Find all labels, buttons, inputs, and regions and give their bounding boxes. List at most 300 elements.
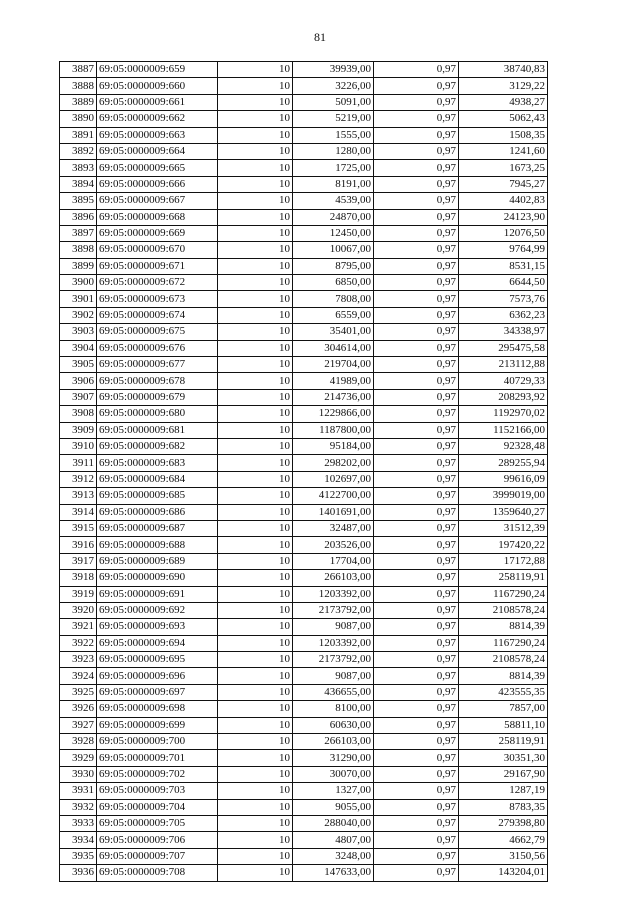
value-cell: 31512,39: [459, 520, 548, 536]
rate-cell: 10: [218, 209, 293, 225]
table-row: [60, 307, 548, 323]
cadastral-number-cell: 69:05:0000009:701: [97, 750, 218, 766]
row-number-cell: 3888: [60, 78, 97, 94]
area-cell: 60630,00: [293, 717, 374, 733]
cadastral-number-cell: 69:05:0000009:706: [97, 832, 218, 848]
rate-cell: 10: [218, 143, 293, 159]
value-cell: 1192970,02: [459, 406, 548, 422]
value-cell: 24123,90: [459, 209, 548, 225]
rate-cell: 10: [218, 799, 293, 815]
row-number-cell: 3935: [60, 848, 97, 864]
row-number-cell: 3898: [60, 242, 97, 258]
value-cell: 1241,60: [459, 143, 548, 159]
rate-cell: 10: [218, 537, 293, 553]
row-number-cell: 3894: [60, 176, 97, 192]
table-row: [60, 291, 548, 307]
value-cell: 3999019,00: [459, 488, 548, 504]
value-cell: 7945,27: [459, 176, 548, 192]
rate-cell: 10: [218, 389, 293, 405]
value-cell: 3129,22: [459, 78, 548, 94]
value-cell: 99616,09: [459, 471, 548, 487]
table-row: [60, 652, 548, 668]
row-number-cell: 3890: [60, 111, 97, 127]
cadastral-number-cell: 69:05:0000009:683: [97, 455, 218, 471]
area-cell: 5091,00: [293, 94, 374, 110]
table-row: [60, 619, 548, 635]
table-row: [60, 78, 548, 94]
row-number-cell: 3933: [60, 815, 97, 831]
table-row: [60, 275, 548, 291]
row-number-cell: 3902: [60, 307, 97, 323]
table-row: [60, 815, 548, 831]
area-cell: 8191,00: [293, 176, 374, 192]
rate-cell: 10: [218, 684, 293, 700]
table-row: [60, 520, 548, 536]
value-cell: 143204,01: [459, 865, 548, 881]
cadastral-number-cell: 69:05:0000009:681: [97, 422, 218, 438]
value-cell: 7857,00: [459, 701, 548, 717]
value-cell: 34338,97: [459, 324, 548, 340]
area-cell: 147633,00: [293, 865, 374, 881]
table-row: [60, 94, 548, 110]
cadastral-number-cell: 69:05:0000009:674: [97, 307, 218, 323]
area-cell: 4807,00: [293, 832, 374, 848]
value-cell: 1673,25: [459, 160, 548, 176]
rate-cell: 10: [218, 766, 293, 782]
row-number-cell: 3903: [60, 324, 97, 340]
cadastral-number-cell: 69:05:0000009:696: [97, 668, 218, 684]
row-number-cell: 3921: [60, 619, 97, 635]
table-row: [60, 865, 548, 881]
value-cell: 30351,30: [459, 750, 548, 766]
value-cell: 38740,83: [459, 62, 548, 78]
coefficient-cell: 0,97: [374, 570, 459, 586]
rate-cell: 10: [218, 553, 293, 569]
coefficient-cell: 0,97: [374, 799, 459, 815]
value-cell: 1287,19: [459, 783, 548, 799]
coefficient-cell: 0,97: [374, 717, 459, 733]
rate-cell: 10: [218, 455, 293, 471]
cadastral-number-cell: 69:05:0000009:660: [97, 78, 218, 94]
coefficient-cell: 0,97: [374, 275, 459, 291]
cadastral-number-cell: 69:05:0000009:678: [97, 373, 218, 389]
cadastral-number-cell: 69:05:0000009:708: [97, 865, 218, 881]
area-cell: 8795,00: [293, 258, 374, 274]
value-cell: 423555,35: [459, 684, 548, 700]
value-cell: 12076,50: [459, 225, 548, 241]
cadastral-number-cell: 69:05:0000009:672: [97, 275, 218, 291]
table-row: [60, 258, 548, 274]
rate-cell: 10: [218, 750, 293, 766]
value-cell: 4662,79: [459, 832, 548, 848]
value-cell: 58811,10: [459, 717, 548, 733]
row-number-cell: 3892: [60, 143, 97, 159]
cadastral-number-cell: 69:05:0000009:695: [97, 652, 218, 668]
cadastral-number-cell: 69:05:0000009:707: [97, 848, 218, 864]
page-number: 81: [314, 30, 326, 44]
rate-cell: 10: [218, 668, 293, 684]
table-row: [60, 176, 548, 192]
area-cell: 1203392,00: [293, 635, 374, 651]
row-number-cell: 3900: [60, 275, 97, 291]
value-cell: 3150,56: [459, 848, 548, 864]
value-cell: 8531,15: [459, 258, 548, 274]
area-cell: 6850,00: [293, 275, 374, 291]
rate-cell: 10: [218, 422, 293, 438]
cadastral-number-cell: 69:05:0000009:700: [97, 734, 218, 750]
table-row: [60, 848, 548, 864]
table-row: [60, 783, 548, 799]
row-number-cell: 3911: [60, 455, 97, 471]
area-cell: 304614,00: [293, 340, 374, 356]
area-cell: 9055,00: [293, 799, 374, 815]
cadastral-number-cell: 69:05:0000009:687: [97, 520, 218, 536]
row-number-cell: 3936: [60, 865, 97, 881]
table-row: [60, 111, 548, 127]
coefficient-cell: 0,97: [374, 389, 459, 405]
cadastral-number-cell: 69:05:0000009:694: [97, 635, 218, 651]
coefficient-cell: 0,97: [374, 783, 459, 799]
value-cell: 258119,91: [459, 734, 548, 750]
coefficient-cell: 0,97: [374, 176, 459, 192]
table-row: [60, 570, 548, 586]
rate-cell: 10: [218, 652, 293, 668]
coefficient-cell: 0,97: [374, 602, 459, 618]
coefficient-cell: 0,97: [374, 357, 459, 373]
value-cell: 258119,91: [459, 570, 548, 586]
cadastral-number-cell: 69:05:0000009:670: [97, 242, 218, 258]
table-row: [60, 553, 548, 569]
row-number-cell: 3918: [60, 570, 97, 586]
data-table: [59, 61, 548, 882]
table-row: [60, 471, 548, 487]
row-number-cell: 3887: [60, 62, 97, 78]
area-cell: 32487,00: [293, 520, 374, 536]
area-cell: 7808,00: [293, 291, 374, 307]
area-cell: 31290,00: [293, 750, 374, 766]
cadastral-number-cell: 69:05:0000009:688: [97, 537, 218, 553]
row-number-cell: 3908: [60, 406, 97, 422]
rate-cell: 10: [218, 307, 293, 323]
rate-cell: 10: [218, 324, 293, 340]
rate-cell: 10: [218, 160, 293, 176]
value-cell: 4402,83: [459, 193, 548, 209]
table-row: [60, 635, 548, 651]
coefficient-cell: 0,97: [374, 701, 459, 717]
cadastral-number-cell: 69:05:0000009:699: [97, 717, 218, 733]
value-cell: 9764,99: [459, 242, 548, 258]
cadastral-number-cell: 69:05:0000009:667: [97, 193, 218, 209]
rate-cell: 10: [218, 94, 293, 110]
rate-cell: 10: [218, 438, 293, 454]
area-cell: 1203392,00: [293, 586, 374, 602]
rate-cell: 10: [218, 62, 293, 78]
table-row: [60, 684, 548, 700]
area-cell: 203526,00: [293, 537, 374, 553]
value-cell: 7573,76: [459, 291, 548, 307]
cadastral-number-cell: 69:05:0000009:676: [97, 340, 218, 356]
row-number-cell: 3901: [60, 291, 97, 307]
table-row: [60, 537, 548, 553]
coefficient-cell: 0,97: [374, 225, 459, 241]
table-row: [60, 602, 548, 618]
table-row: [60, 193, 548, 209]
coefficient-cell: 0,97: [374, 635, 459, 651]
cadastral-number-cell: 69:05:0000009:675: [97, 324, 218, 340]
cadastral-number-cell: 69:05:0000009:689: [97, 553, 218, 569]
coefficient-cell: 0,97: [374, 586, 459, 602]
cadastral-number-cell: 69:05:0000009:691: [97, 586, 218, 602]
coefficient-cell: 0,97: [374, 438, 459, 454]
area-cell: 41989,00: [293, 373, 374, 389]
rate-cell: 10: [218, 717, 293, 733]
coefficient-cell: 0,97: [374, 619, 459, 635]
rate-cell: 10: [218, 635, 293, 651]
rate-cell: 10: [218, 275, 293, 291]
coefficient-cell: 0,97: [374, 668, 459, 684]
coefficient-cell: 0,97: [374, 94, 459, 110]
area-cell: 39939,00: [293, 62, 374, 78]
row-number-cell: 3914: [60, 504, 97, 520]
cadastral-number-cell: 69:05:0000009:666: [97, 176, 218, 192]
value-cell: 4938,27: [459, 94, 548, 110]
coefficient-cell: 0,97: [374, 422, 459, 438]
cadastral-number-cell: 69:05:0000009:686: [97, 504, 218, 520]
table-row: [60, 340, 548, 356]
area-cell: 1327,00: [293, 783, 374, 799]
table-row: [60, 422, 548, 438]
row-number-cell: 3925: [60, 684, 97, 700]
row-number-cell: 3927: [60, 717, 97, 733]
cadastral-number-cell: 69:05:0000009:693: [97, 619, 218, 635]
rate-cell: 10: [218, 242, 293, 258]
value-cell: 295475,58: [459, 340, 548, 356]
coefficient-cell: 0,97: [374, 127, 459, 143]
value-cell: 197420,22: [459, 537, 548, 553]
rate-cell: 10: [218, 570, 293, 586]
cadastral-number-cell: 69:05:0000009:682: [97, 438, 218, 454]
table-row: [60, 62, 548, 78]
coefficient-cell: 0,97: [374, 373, 459, 389]
rate-cell: 10: [218, 619, 293, 635]
row-number-cell: 3889: [60, 94, 97, 110]
value-cell: 208293,92: [459, 389, 548, 405]
rate-cell: 10: [218, 815, 293, 831]
rate-cell: 10: [218, 78, 293, 94]
coefficient-cell: 0,97: [374, 160, 459, 176]
value-cell: 1167290,24: [459, 635, 548, 651]
table-row: [60, 734, 548, 750]
area-cell: 1401691,00: [293, 504, 374, 520]
rate-cell: 10: [218, 225, 293, 241]
row-number-cell: 3912: [60, 471, 97, 487]
area-cell: 3248,00: [293, 848, 374, 864]
coefficient-cell: 0,97: [374, 750, 459, 766]
area-cell: 30070,00: [293, 766, 374, 782]
table-row: [60, 438, 548, 454]
row-number-cell: 3931: [60, 783, 97, 799]
cadastral-number-cell: 69:05:0000009:690: [97, 570, 218, 586]
table-row: [60, 750, 548, 766]
rate-cell: 10: [218, 602, 293, 618]
area-cell: 35401,00: [293, 324, 374, 340]
coefficient-cell: 0,97: [374, 684, 459, 700]
value-cell: 2108578,24: [459, 652, 548, 668]
rate-cell: 10: [218, 373, 293, 389]
coefficient-cell: 0,97: [374, 815, 459, 831]
area-cell: 1229866,00: [293, 406, 374, 422]
row-number-cell: 3915: [60, 520, 97, 536]
row-number-cell: 3905: [60, 357, 97, 373]
table-row: [60, 717, 548, 733]
value-cell: 17172,88: [459, 553, 548, 569]
rate-cell: 10: [218, 291, 293, 307]
coefficient-cell: 0,97: [374, 848, 459, 864]
rate-cell: 10: [218, 406, 293, 422]
coefficient-cell: 0,97: [374, 488, 459, 504]
rate-cell: 10: [218, 357, 293, 373]
rate-cell: 10: [218, 193, 293, 209]
coefficient-cell: 0,97: [374, 553, 459, 569]
value-cell: 8783,35: [459, 799, 548, 815]
cadastral-number-cell: 69:05:0000009:685: [97, 488, 218, 504]
row-number-cell: 3909: [60, 422, 97, 438]
coefficient-cell: 0,97: [374, 455, 459, 471]
table-row: [60, 160, 548, 176]
value-cell: 92328,48: [459, 438, 548, 454]
value-cell: 40729,33: [459, 373, 548, 389]
cadastral-number-cell: 69:05:0000009:697: [97, 684, 218, 700]
row-number-cell: 3891: [60, 127, 97, 143]
coefficient-cell: 0,97: [374, 62, 459, 78]
area-cell: 1555,00: [293, 127, 374, 143]
table-row: [60, 406, 548, 422]
table-row: [60, 799, 548, 815]
coefficient-cell: 0,97: [374, 504, 459, 520]
table-row: [60, 373, 548, 389]
table-row: [60, 455, 548, 471]
value-cell: 1167290,24: [459, 586, 548, 602]
row-number-cell: 3910: [60, 438, 97, 454]
row-number-cell: 3917: [60, 553, 97, 569]
row-number-cell: 3896: [60, 209, 97, 225]
table-row: [60, 324, 548, 340]
row-number-cell: 3907: [60, 389, 97, 405]
area-cell: 4122700,00: [293, 488, 374, 504]
cadastral-number-cell: 69:05:0000009:671: [97, 258, 218, 274]
row-number-cell: 3930: [60, 766, 97, 782]
area-cell: 17704,00: [293, 553, 374, 569]
rate-cell: 10: [218, 586, 293, 602]
area-cell: 214736,00: [293, 389, 374, 405]
rate-cell: 10: [218, 258, 293, 274]
area-cell: 6559,00: [293, 307, 374, 323]
rate-cell: 10: [218, 340, 293, 356]
area-cell: 1187800,00: [293, 422, 374, 438]
row-number-cell: 3920: [60, 602, 97, 618]
cadastral-number-cell: 69:05:0000009:702: [97, 766, 218, 782]
row-number-cell: 3904: [60, 340, 97, 356]
row-number-cell: 3934: [60, 832, 97, 848]
cadastral-number-cell: 69:05:0000009:698: [97, 701, 218, 717]
value-cell: 213112,88: [459, 357, 548, 373]
area-cell: 1725,00: [293, 160, 374, 176]
area-cell: 5219,00: [293, 111, 374, 127]
area-cell: 3226,00: [293, 78, 374, 94]
row-number-cell: 3899: [60, 258, 97, 274]
row-number-cell: 3897: [60, 225, 97, 241]
coefficient-cell: 0,97: [374, 209, 459, 225]
rate-cell: 10: [218, 520, 293, 536]
row-number-cell: 3919: [60, 586, 97, 602]
coefficient-cell: 0,97: [374, 340, 459, 356]
row-number-cell: 3906: [60, 373, 97, 389]
coefficient-cell: 0,97: [374, 832, 459, 848]
cadastral-number-cell: 69:05:0000009:659: [97, 62, 218, 78]
area-cell: 2173792,00: [293, 602, 374, 618]
area-cell: 9087,00: [293, 668, 374, 684]
coefficient-cell: 0,97: [374, 520, 459, 536]
coefficient-cell: 0,97: [374, 111, 459, 127]
rate-cell: 10: [218, 127, 293, 143]
table-row: [60, 143, 548, 159]
coefficient-cell: 0,97: [374, 865, 459, 881]
rate-cell: 10: [218, 783, 293, 799]
value-cell: 6362,23: [459, 307, 548, 323]
row-number-cell: 3932: [60, 799, 97, 815]
value-cell: 2108578,24: [459, 602, 548, 618]
area-cell: 219704,00: [293, 357, 374, 373]
row-number-cell: 3923: [60, 652, 97, 668]
table-row: [60, 389, 548, 405]
rate-cell: 10: [218, 504, 293, 520]
cadastral-number-cell: 69:05:0000009:679: [97, 389, 218, 405]
area-cell: 266103,00: [293, 570, 374, 586]
area-cell: 24870,00: [293, 209, 374, 225]
area-cell: 266103,00: [293, 734, 374, 750]
rate-cell: 10: [218, 865, 293, 881]
coefficient-cell: 0,97: [374, 406, 459, 422]
area-cell: 102697,00: [293, 471, 374, 487]
row-number-cell: 3928: [60, 734, 97, 750]
cadastral-number-cell: 69:05:0000009:661: [97, 94, 218, 110]
value-cell: 289255,94: [459, 455, 548, 471]
table-row: [60, 209, 548, 225]
row-number-cell: 3926: [60, 701, 97, 717]
coefficient-cell: 0,97: [374, 652, 459, 668]
row-number-cell: 3895: [60, 193, 97, 209]
value-cell: 8814,39: [459, 668, 548, 684]
cadastral-number-cell: 69:05:0000009:680: [97, 406, 218, 422]
table-row: [60, 225, 548, 241]
value-cell: 279398,80: [459, 815, 548, 831]
value-cell: 6644,50: [459, 275, 548, 291]
table-body: [60, 62, 548, 882]
area-cell: 12450,00: [293, 225, 374, 241]
table-row: [60, 242, 548, 258]
coefficient-cell: 0,97: [374, 78, 459, 94]
value-cell: 5062,43: [459, 111, 548, 127]
cadastral-number-cell: 69:05:0000009:662: [97, 111, 218, 127]
table-row: [60, 488, 548, 504]
coefficient-cell: 0,97: [374, 307, 459, 323]
coefficient-cell: 0,97: [374, 324, 459, 340]
rate-cell: 10: [218, 848, 293, 864]
coefficient-cell: 0,97: [374, 242, 459, 258]
rate-cell: 10: [218, 111, 293, 127]
area-cell: 436655,00: [293, 684, 374, 700]
rate-cell: 10: [218, 734, 293, 750]
